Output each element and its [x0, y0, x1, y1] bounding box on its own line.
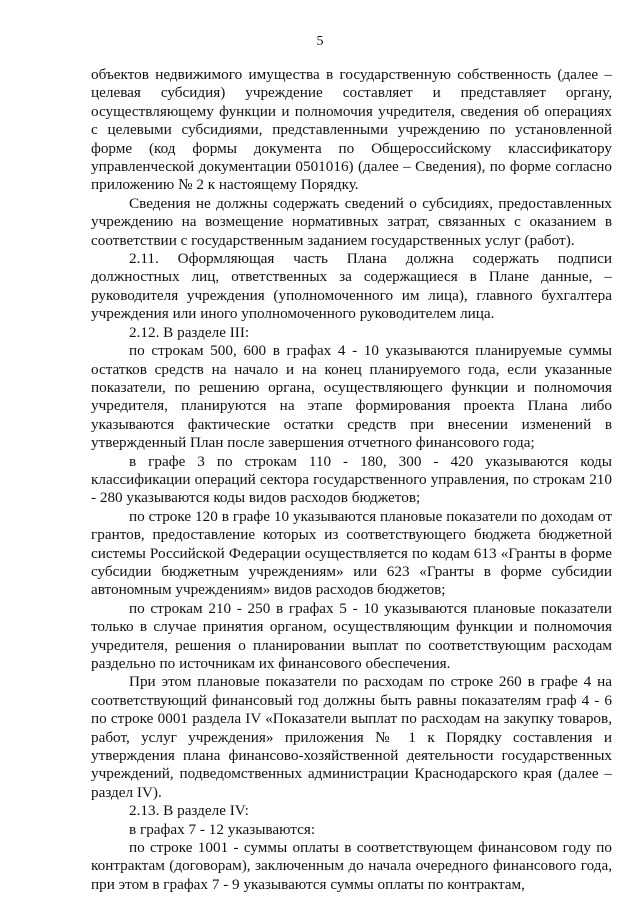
paragraph: Сведения не должны содержать сведений о субсидиях, предоставленных учреждению на возмещение нормативных затрат, связанных с оказанием в соответствии с государственным заданием государственных услуг (работ).: [91, 194, 612, 249]
paragraph: по строке 120 в графе 10 указываются плановые показатели по доходам от грантов, предоставление которых из соответствующего бюджета бюджетной системы Российской Федерации осуществляется по кодам 613 «Гранты в форме субсидии бюджетным учреждениям» или 623 «Гранты в форме субсидии автономным учреждениям» видов расходов бюджетов;: [91, 507, 612, 599]
paragraph: При этом плановые показатели по расходам по строке 260 в графе 4 на соответствующий финансовый год должны быть равны показателям граф 4 - 6 по строке 0001 раздела IV «Показатели выплат по расходам на закупку товаров, работ, услуг учреждения» приложения № 1 к Порядку составления и утверждения плана финансово-хозяйственной деятельности государственных учреждений, подведомственных администрации Краснодарского края (далее – раздел IV).: [91, 673, 612, 801]
paragraph: объектов недвижимого имущества в государственную собственность (далее – целевая субсидия) учреждение составляет и представляет органу, осуществляющему функции и полномочия учредителя, сведения об операциях с целевыми субсидиями, представленными учреждению по установленной форме (код формы документа по Общероссийскому классификатору управленческой документации 0501016) (далее – Сведения), по форме согласно приложению № 2 к настоящему Порядку.: [91, 66, 612, 194]
paragraph: по строке 1001 - суммы оплаты в соответствующем финансовом году по контрактам (договорам), заключенным до начала очередного финансового года, при этом в графах 7 - 9 указываются суммы оплаты по контрактам,: [91, 839, 612, 893]
paragraph: 2.11. Оформляющая часть Плана должна содержать подписи должностных лиц, ответственных за содержащиеся в Плане данные, – руководителя учреждения (уполномоченного им лица), главного бухгалтера учреждения или иного уполномоченного руководителем лица.: [91, 250, 612, 323]
paragraph: по строкам 500, 600 в графах 4 - 10 указываются планируемые суммы остатков средств на начало и на конец планируемого года, если указанные показатели, по решению органа, осуществляющего функции и полномочия учредителя, планируются на этапе формирования проекта Плана либо указываются фактические остатки средств при внесении изменений в утвержденный План после завершения отчетного финансового года;: [91, 342, 612, 452]
paragraph: в графах 7 - 12 указываются:: [129, 820, 316, 838]
section-heading: 2.12. В разделе III:: [129, 323, 250, 341]
section-heading: 2.13. В разделе IV:: [129, 802, 249, 820]
document-body: [91, 66, 612, 894]
page-number: 5: [316, 34, 324, 49]
paragraph: в графе 3 по строкам 110 - 180, 300 - 420 указываются коды классификации операций сектора государственного управления, по строкам 210 - 280 указываются коды видов расходов бюджетов;: [91, 452, 612, 507]
paragraph: по строкам 210 - 250 в графах 5 - 10 указываются плановые показатели только в случае принятия органом, осуществляющим функции и полномочия учредителя, решения о планировании выплат по соответствующим расходам раздельно по источникам их финансового обеспечения.: [91, 599, 612, 672]
